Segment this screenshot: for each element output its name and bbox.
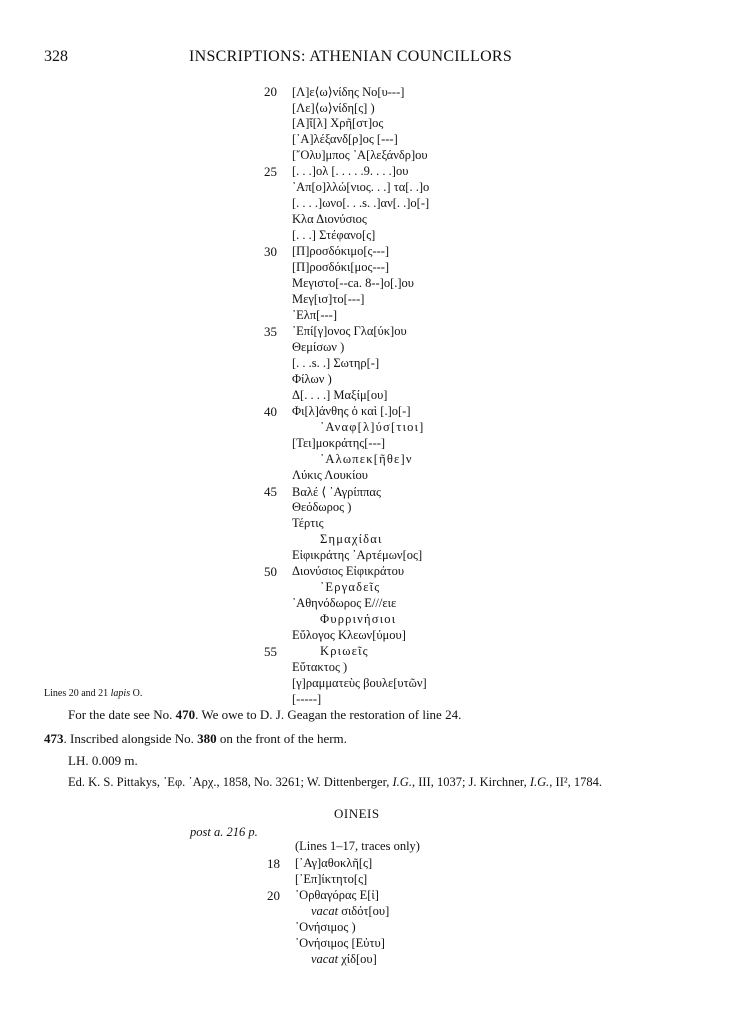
- line-text: ᾿Εργαδεῖς: [320, 580, 381, 594]
- inscription-line: [292, 548, 422, 564]
- line-text: [Τει]μοκράτης[---]: [292, 436, 386, 450]
- inscription-line: [292, 420, 425, 436]
- line-text: [-----]: [292, 692, 322, 706]
- inscription-line: [292, 196, 429, 212]
- line-text: Μεγιστο[--ca. 8--]ο[.]ου: [292, 276, 414, 290]
- inscription-line: [292, 372, 332, 388]
- inscription-line: [264, 564, 405, 580]
- line-number: 35: [264, 324, 277, 339]
- inscription-line: [295, 936, 385, 952]
- inscription-line: [264, 324, 407, 340]
- line-text: [᾿Α]λέξανδ[ρ]ος [---]: [292, 132, 398, 146]
- inscription-line: [292, 308, 337, 324]
- line-text: [. . . .]ωνο[. . .s. .]αν[. .]ο[-]: [292, 196, 430, 210]
- inscription-line: [292, 500, 351, 516]
- inscription-line: [264, 244, 390, 260]
- line-text: [. . .s. .] Σωτηρ[-]: [292, 356, 380, 370]
- letter-height: LH. 0.009 m.: [68, 753, 138, 768]
- line-text: ᾿Αθηνόδωρος Ε///ειε: [292, 596, 397, 610]
- line-text: Κριωεῖς: [320, 644, 369, 658]
- inscription-line: [292, 212, 367, 228]
- line-number: 40: [264, 404, 277, 419]
- inscription-line: [267, 856, 373, 872]
- line-text: [῎Ολυ]μπος ᾿Α[λεξάνδρ]ου: [292, 148, 428, 162]
- line-text: Θεμίσων ): [292, 340, 345, 354]
- line-text: ᾿Αναφ[λ]ύσ[τιοι]: [320, 420, 425, 434]
- entry-473-heading: 473. Inscribed alongside No. 380 on the front of the herm.: [44, 731, 347, 746]
- line-number: 20: [264, 84, 277, 99]
- line-text: Εἰφικράτης ᾿Αρτέμων[ος]: [292, 548, 423, 562]
- line-text: Φυρρινήσιοι: [320, 612, 397, 626]
- line-number: 20: [267, 888, 280, 903]
- running-head: INSCRIPTIONS: ATHENIAN COUNCILLORS: [189, 48, 513, 65]
- line-text: ᾿Επί[γ]ονος Γλα[ύκ]ου: [292, 324, 407, 338]
- line-text: (Lines 1–17, traces only): [295, 839, 420, 853]
- commentary: For the date see No. 470. We owe to D. J. Geagan the restoration of line 24.: [68, 707, 462, 722]
- line-text: [Λ]ε⟨ω⟩νίδης Νο[υ---]: [292, 85, 405, 99]
- inscription-line: [311, 904, 389, 920]
- inscription-line: [292, 260, 389, 276]
- page-number: 328: [44, 48, 68, 65]
- line-text: [Π]ροσδόκιμο[ς---]: [292, 244, 390, 258]
- inscription-line: [292, 132, 398, 148]
- inscription-line: [292, 532, 383, 548]
- inscription-line: [264, 484, 381, 500]
- inscription-line: [292, 292, 364, 308]
- inscription-line: [295, 839, 420, 855]
- line-text: ᾿Ονήσιμος [Εὐτυ]: [295, 936, 385, 950]
- line-number: 30: [264, 244, 277, 259]
- inscription-line: [292, 148, 428, 164]
- inscription-line: [311, 952, 377, 968]
- line-text: ᾿Αλωπεκ[ῆθε]ν: [320, 452, 413, 466]
- line-text: σιδότ[ου]: [338, 904, 390, 918]
- inscription-line: [292, 596, 396, 612]
- inscription-line: [292, 468, 368, 484]
- line-text: Φίλων ): [292, 372, 332, 386]
- line-text: [᾿Επ]ίκτητο[ς]: [295, 872, 368, 886]
- line-number: 25: [264, 164, 277, 179]
- line-text: Κλα Διονύσιος: [292, 212, 367, 226]
- inscription-line: [292, 100, 375, 116]
- line-text: χίδ[ου]: [338, 952, 377, 966]
- inscription-line: [292, 356, 379, 372]
- inscription-line: [292, 628, 406, 644]
- line-text: ᾿Απ[ο]λλώ[νιος. . .] τα[. .]ο: [292, 180, 430, 194]
- line-number: 18: [267, 856, 280, 871]
- inscription-line: [292, 660, 347, 676]
- line-text: [. . .]ολ [. . . . .9. . . .]ου: [292, 164, 409, 178]
- inscription-line: [292, 276, 414, 292]
- inscription-line: [292, 676, 427, 692]
- line-text: ᾿Ονήσιμος ): [295, 920, 356, 934]
- inscription-line: [292, 580, 380, 596]
- line-number: 55: [264, 644, 277, 659]
- entry-number: 473: [44, 731, 64, 746]
- line-text: Εὔτακτος ): [292, 660, 348, 674]
- line-number: 50: [264, 564, 277, 579]
- line-text: Εὔλογος Κλεων[ύμου]: [292, 628, 406, 642]
- vacat-label: vacat: [311, 904, 339, 918]
- inscription-line: [292, 180, 429, 196]
- inscription-line: [292, 692, 321, 708]
- inscription-line: [264, 164, 409, 180]
- line-text: Μεγ[ισ]το[---]: [292, 292, 365, 306]
- line-text: Βαλέ ⟨ ᾿Αγρίππας: [292, 485, 381, 499]
- inscription-line: [295, 920, 356, 936]
- line-text: Δ[. . . .] Μαξίμ[ου]: [292, 388, 388, 402]
- line-text: [. . .] Στέφανο[ς]: [292, 228, 376, 242]
- inscription-line: [267, 888, 379, 904]
- line-text: [Π]ροσδόκι[μος---]: [292, 260, 390, 274]
- inscription-line: [292, 436, 385, 452]
- editions: Ed. K. S. Pittakys, ᾿Εφ. ᾿Αρχ., 1858, No. 3261; W. Dittenberger, I.G., III, 1037; J. Kirchner, I.G., II², 1784.: [68, 775, 602, 789]
- inscription-line: [292, 116, 383, 132]
- line-text: Θεόδωρος ): [292, 500, 352, 514]
- inscription-line: [264, 84, 405, 100]
- inscription-line: [292, 340, 344, 356]
- line-text: Τέρτις: [292, 516, 324, 530]
- inscription-line: [292, 516, 324, 532]
- line-text: Σημαχίδαι: [320, 532, 383, 546]
- inscription-line: [292, 388, 387, 404]
- line-text: ᾿Ορθαγόρας Ε[ἰ]: [295, 888, 379, 902]
- inscription-line: [292, 612, 396, 628]
- vacat-label: vacat: [311, 952, 339, 966]
- line-text: [᾿Αγ]αθοκλῆ[ς]: [295, 856, 373, 870]
- line-text: Λύκις Λουκίου: [292, 468, 368, 482]
- section-title: OINEIS: [334, 806, 380, 821]
- inscription-line: [264, 404, 411, 420]
- line-text: [γ]ραμματεὺς βουλε[υτῶν]: [292, 676, 427, 690]
- line-text: [Λε]⟨ω⟩νίδη[ς] ): [292, 101, 375, 115]
- apparatus-note: Lines 20 and 21 lapis O.: [44, 688, 143, 699]
- inscription-line: [264, 644, 369, 660]
- inscription-line: [292, 228, 375, 244]
- line-number: 45: [264, 484, 277, 499]
- date-label: post a. 216 p.: [190, 825, 258, 839]
- line-text: [Α]ἴ[λ] Χρῆ[στ]ος: [292, 116, 384, 130]
- inscription-line: [292, 452, 413, 468]
- line-text: Διονύσιος Εἰφικράτου: [292, 564, 405, 578]
- line-text: Φι[λ]άνθης ὁ καὶ [.]ο[-]: [292, 404, 411, 418]
- inscription-line: [295, 872, 367, 888]
- line-text: ᾿Ελπ[---]: [292, 308, 337, 322]
